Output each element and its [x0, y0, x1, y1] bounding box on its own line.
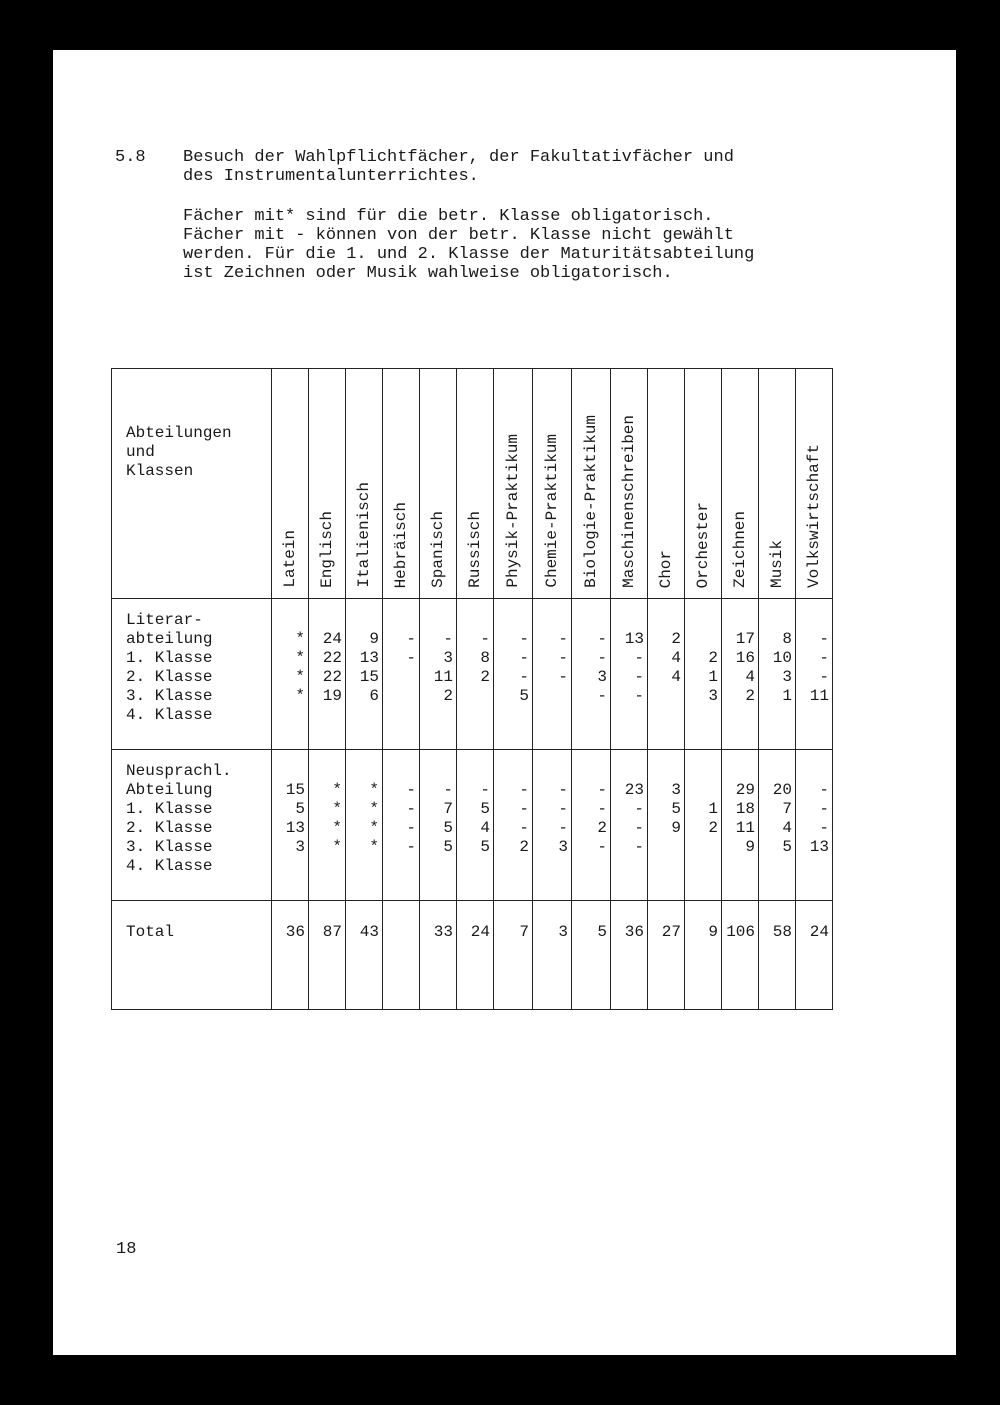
value-cell: -	[406, 838, 416, 856]
value-column-cell	[722, 750, 759, 901]
value-cell: -	[406, 649, 416, 667]
value-cell: 10	[772, 649, 792, 667]
column-header-label: Englisch	[318, 511, 336, 588]
value-cell: -	[558, 800, 568, 818]
value-column-cell	[346, 599, 383, 750]
total-section	[112, 901, 833, 1010]
column-header-label: Orchester	[694, 501, 712, 588]
column-header-label: Spanisch	[429, 511, 447, 588]
value-cell	[383, 668, 416, 687]
value-cell: 3	[597, 668, 607, 686]
value-cell: -	[558, 630, 568, 648]
value-cell: 3	[558, 838, 568, 856]
value-cell: 4	[671, 649, 681, 667]
value-cell: 9	[745, 838, 755, 856]
value-column-cell	[309, 750, 346, 901]
class-label: 4. Klasse	[126, 857, 213, 875]
value-cell: -	[558, 781, 568, 799]
value-cell	[685, 838, 718, 857]
value-cell: *	[369, 819, 379, 837]
value-cell	[685, 781, 718, 800]
value-cell: 13	[359, 649, 379, 667]
value-cell: 6	[369, 687, 379, 705]
column-header	[457, 369, 494, 599]
value-column-cell	[648, 599, 685, 750]
group-label: abteilung	[126, 630, 213, 648]
value-cell: -	[819, 630, 829, 648]
column-header	[272, 369, 309, 599]
header-row	[112, 369, 833, 599]
class-label: 3. Klasse	[126, 838, 213, 856]
title-line: des Instrumentalunterrichtes.	[183, 167, 479, 186]
value-cell	[383, 687, 416, 706]
section-title	[183, 148, 863, 186]
column-header-label: Musik	[768, 539, 786, 588]
value-cell: -	[480, 781, 490, 799]
note-line: ist Zeichnen oder Musik wahlweise obligatorisch.	[183, 264, 673, 283]
column-header-label: Latein	[281, 530, 299, 588]
value-cell: -	[406, 800, 416, 818]
value-cell: 2	[480, 668, 490, 686]
value-cell: -	[519, 819, 529, 837]
value-cell: 15	[359, 668, 379, 686]
class-label: 2. Klasse	[126, 819, 213, 837]
total-value: 24	[457, 901, 494, 1010]
value-cell: 19	[322, 687, 342, 705]
value-cell: -	[597, 630, 607, 648]
value-cell: -	[519, 630, 529, 648]
value-cell: 1	[708, 668, 718, 686]
value-cell: 20	[772, 781, 792, 799]
column-header	[572, 369, 611, 599]
value-cell: -	[819, 781, 829, 799]
value-column-cell	[457, 750, 494, 901]
value-cell: -	[597, 800, 607, 818]
column-header	[383, 369, 420, 599]
value-cell: -	[519, 668, 529, 686]
column-header-label: Physik-Praktikum	[504, 434, 522, 588]
value-cell: -	[597, 781, 607, 799]
value-cell: -	[519, 800, 529, 818]
value-cell: 7	[443, 800, 453, 818]
value-cell: -	[819, 819, 829, 837]
value-cell: 1	[708, 800, 718, 818]
total-value: 58	[759, 901, 796, 1010]
value-cell: 2	[671, 630, 681, 648]
total-row	[112, 901, 833, 1010]
value-cell: 4	[671, 668, 681, 686]
value-column-cell	[494, 750, 533, 901]
value-cell	[648, 838, 681, 857]
column-header-label: Volkswirtschaft	[805, 443, 823, 588]
value-cell: 15	[285, 781, 305, 799]
column-header	[533, 369, 572, 599]
column-header	[611, 369, 648, 599]
class-label: 1. Klasse	[126, 649, 213, 667]
document-page	[53, 50, 956, 1355]
class-label: 1. Klasse	[126, 800, 213, 818]
value-cell: 5	[782, 838, 792, 856]
column-header	[796, 369, 833, 599]
group-label-cell	[112, 750, 272, 901]
value-cell: -	[634, 668, 644, 686]
column-header	[685, 369, 722, 599]
value-cell: 9	[671, 819, 681, 837]
subject-attendance-table	[111, 368, 833, 1010]
group-label-cell	[112, 599, 272, 750]
value-cell: -	[443, 630, 453, 648]
page-number: 18	[116, 1240, 137, 1259]
value-column-cell	[533, 750, 572, 901]
value-column-cell	[346, 750, 383, 901]
group-neusprachl-abteilung	[112, 750, 833, 901]
value-cell: -	[519, 649, 529, 667]
class-label: 4. Klasse	[126, 706, 213, 724]
value-cell: 11	[809, 687, 829, 705]
value-cell: -	[819, 800, 829, 818]
value-cell: *	[369, 800, 379, 818]
section-number: 5.8	[115, 148, 146, 167]
class-label: 3. Klasse	[126, 687, 213, 705]
value-column-cell	[722, 599, 759, 750]
total-value: 106	[722, 901, 759, 1010]
note-line: werden. Für die 1. und 2. Klasse der Maturitätsabteilung	[183, 245, 755, 264]
value-cell: 2	[597, 819, 607, 837]
value-cell: *	[332, 800, 342, 818]
value-column-cell	[572, 599, 611, 750]
value-cell: 4	[745, 668, 755, 686]
value-column-cell	[420, 599, 457, 750]
value-cell: -	[406, 630, 416, 648]
value-cell: 5	[671, 800, 681, 818]
total-label: Total	[112, 901, 272, 1010]
total-value: 36	[272, 901, 309, 1010]
value-column-cell	[648, 750, 685, 901]
value-cell: *	[332, 838, 342, 856]
value-cell: -	[480, 630, 490, 648]
value-column-cell	[611, 750, 648, 901]
value-cell: 3	[295, 838, 305, 856]
value-cell: -	[634, 800, 644, 818]
value-cell: *	[369, 838, 379, 856]
column-header	[722, 369, 759, 599]
value-cell: 13	[809, 838, 829, 856]
value-column-cell	[309, 599, 346, 750]
value-column-cell	[383, 750, 420, 901]
group-label: Literar-	[126, 611, 203, 629]
value-cell: 18	[735, 800, 755, 818]
total-value: 27	[648, 901, 685, 1010]
column-header-label: Maschinenschreiben	[620, 415, 638, 588]
total-value: 5	[572, 901, 611, 1010]
column-header	[420, 369, 457, 599]
value-column-cell	[759, 750, 796, 901]
section-note	[183, 207, 883, 283]
value-column-cell	[420, 750, 457, 901]
value-cell: *	[369, 781, 379, 799]
total-value: 43	[346, 901, 383, 1010]
value-cell: *	[295, 687, 305, 705]
column-header	[309, 369, 346, 599]
group-literarabteilung	[112, 599, 833, 750]
value-cell: -	[634, 687, 644, 705]
total-value	[383, 901, 420, 1010]
column-header-label: Biologie-Praktikum	[582, 415, 600, 588]
value-cell: 4	[480, 819, 490, 837]
group-label: Abteilung	[126, 781, 213, 799]
value-cell: 8	[782, 630, 792, 648]
value-cell: 11	[735, 819, 755, 837]
value-column-cell	[796, 599, 833, 750]
corner-line: und	[126, 443, 155, 461]
value-cell: -	[634, 649, 644, 667]
value-column-cell	[272, 599, 309, 750]
column-header	[346, 369, 383, 599]
value-cell: 22	[322, 649, 342, 667]
value-cell: -	[634, 819, 644, 837]
value-cell: 17	[735, 630, 755, 648]
column-header-label: Chor	[657, 549, 675, 588]
value-cell: -	[558, 819, 568, 837]
value-cell: -	[634, 838, 644, 856]
value-cell: -	[406, 781, 416, 799]
value-cell: 24	[322, 630, 342, 648]
value-cell: -	[819, 649, 829, 667]
value-cell: 3	[708, 687, 718, 705]
value-cell	[533, 687, 568, 706]
column-header-label: Chemie-Praktikum	[543, 434, 561, 588]
value-cell: -	[443, 781, 453, 799]
value-cell: 4	[782, 819, 792, 837]
value-cell: -	[597, 838, 607, 856]
value-cell: *	[332, 819, 342, 837]
value-cell: *	[295, 630, 305, 648]
value-cell: 11	[433, 668, 453, 686]
value-cell: 29	[735, 781, 755, 799]
value-cell: 3	[671, 781, 681, 799]
value-column-cell	[494, 599, 533, 750]
value-cell: 2	[708, 819, 718, 837]
value-cell	[685, 630, 718, 649]
total-value: 9	[685, 901, 722, 1010]
group-row	[112, 599, 833, 750]
column-header	[759, 369, 796, 599]
total-value: 87	[309, 901, 346, 1010]
total-value: 24	[796, 901, 833, 1010]
corner-line: Klassen	[126, 462, 194, 480]
note-line: Fächer mit* sind für die betr. Klasse obligatorisch.	[183, 207, 714, 226]
corner-line: Abteilungen	[126, 424, 232, 442]
value-cell: 3	[443, 649, 453, 667]
value-column-cell	[611, 599, 648, 750]
value-cell: 2	[443, 687, 453, 705]
value-cell: 9	[369, 630, 379, 648]
column-header	[648, 369, 685, 599]
value-column-cell	[685, 750, 722, 901]
value-cell: 22	[322, 668, 342, 686]
value-column-cell	[572, 750, 611, 901]
value-cell: 16	[735, 649, 755, 667]
value-cell: 7	[782, 800, 792, 818]
value-cell	[648, 687, 681, 706]
value-cell: 5	[443, 819, 453, 837]
value-cell	[457, 687, 490, 706]
value-cell: -	[558, 668, 568, 686]
total-value: 36	[611, 901, 648, 1010]
value-cell: -	[519, 781, 529, 799]
value-cell: *	[295, 668, 305, 686]
value-cell: 2	[519, 838, 529, 856]
value-column-cell	[796, 750, 833, 901]
column-header-label: Hebräisch	[392, 501, 410, 588]
group-label: Neusprachl.	[126, 762, 232, 780]
value-column-cell	[383, 599, 420, 750]
total-value: 7	[494, 901, 533, 1010]
value-cell: 5	[519, 687, 529, 705]
value-cell: -	[597, 687, 607, 705]
value-cell: 5	[480, 838, 490, 856]
value-cell: -	[819, 668, 829, 686]
column-header-label: Russisch	[466, 511, 484, 588]
value-cell: 2	[708, 649, 718, 667]
title-line: Besuch der Wahlpflichtfächer, der Fakultativfächer und	[183, 148, 734, 167]
value-cell: -	[558, 649, 568, 667]
value-cell: -	[406, 819, 416, 837]
note-line: Fächer mit - können von der betr. Klasse nicht gewählt	[183, 226, 734, 245]
value-column-cell	[457, 599, 494, 750]
value-cell: 5	[480, 800, 490, 818]
value-cell: 2	[745, 687, 755, 705]
value-cell: 5	[295, 800, 305, 818]
corner-header	[112, 369, 272, 599]
value-cell: 13	[624, 630, 644, 648]
value-column-cell	[759, 599, 796, 750]
value-cell: 3	[782, 668, 792, 686]
group-row	[112, 750, 833, 901]
column-header	[494, 369, 533, 599]
class-label: 2. Klasse	[126, 668, 213, 686]
value-cell: 13	[285, 819, 305, 837]
value-cell: 8	[480, 649, 490, 667]
value-column-cell	[533, 599, 572, 750]
column-header-label: Zeichnen	[731, 511, 749, 588]
value-column-cell	[685, 599, 722, 750]
total-value: 3	[533, 901, 572, 1010]
value-cell: 5	[443, 838, 453, 856]
value-cell: 1	[782, 687, 792, 705]
value-column-cell	[272, 750, 309, 901]
value-cell: *	[295, 649, 305, 667]
total-value: 33	[420, 901, 457, 1010]
column-header-label: Italienisch	[355, 482, 373, 588]
value-cell: 23	[624, 781, 644, 799]
value-cell: -	[597, 649, 607, 667]
value-cell: *	[332, 781, 342, 799]
